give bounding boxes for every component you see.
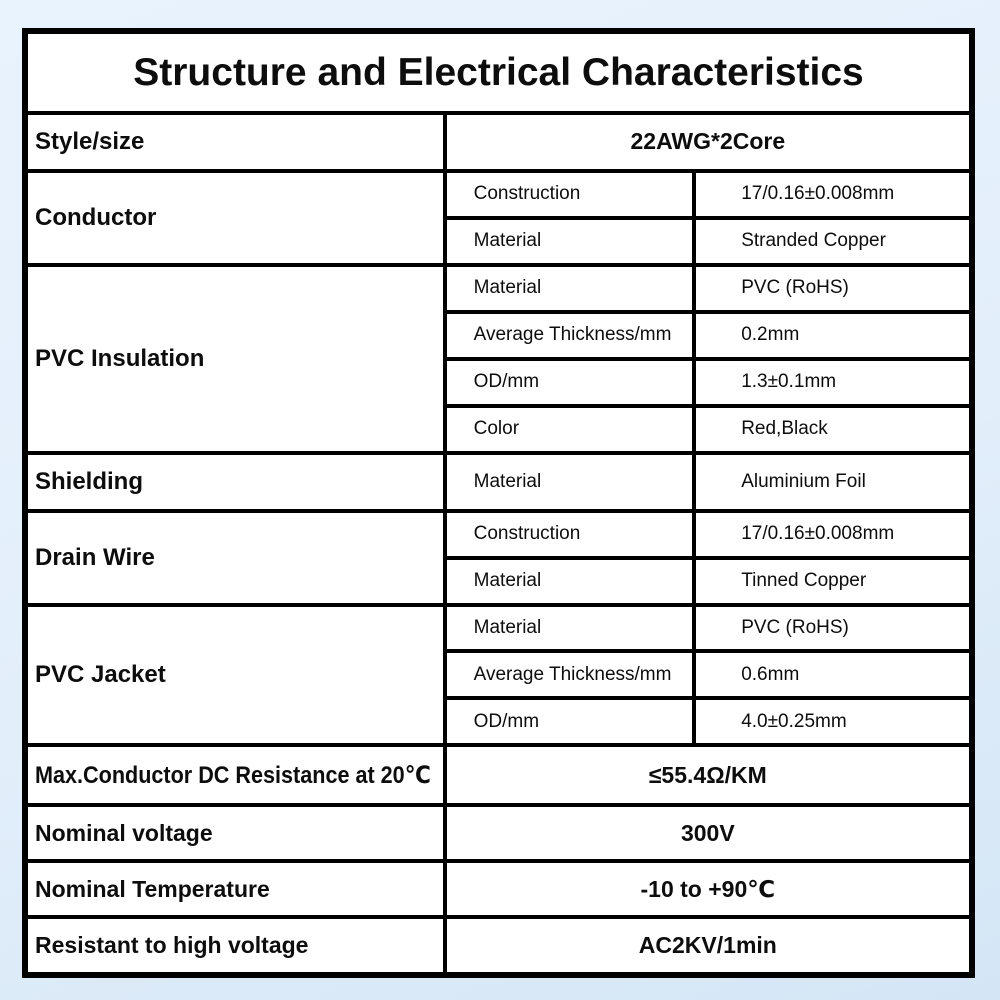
property-cell: Material xyxy=(445,218,695,265)
value-cell: Tinned Copper xyxy=(694,558,972,605)
property-cell: Construction xyxy=(445,511,695,558)
property-cell: Average Thickness/mm xyxy=(445,312,695,359)
dc-resistance-label-text: Max.Conductor DC Resistance at 20℃ xyxy=(35,761,431,789)
row-label-high-voltage: Resistant to high voltage xyxy=(25,917,445,975)
value-cell: Red,Black xyxy=(694,406,972,453)
value-style-size: 22AWG*2Core xyxy=(445,113,972,171)
row-label-nominal-temperature: Nominal Temperature xyxy=(25,861,445,917)
value-nominal-voltage: 300V xyxy=(445,805,972,861)
property-cell: Material xyxy=(445,265,695,312)
value-cell: PVC (RoHS) xyxy=(694,605,972,652)
value-cell: 0.2mm xyxy=(694,312,972,359)
property-cell: Material xyxy=(445,605,695,652)
section-label-shielding: Shielding xyxy=(25,453,445,511)
property-cell: Average Thickness/mm xyxy=(445,651,695,698)
section-label-pvc-insulation: PVC Insulation xyxy=(25,265,445,453)
section-label-drain-wire: Drain Wire xyxy=(25,511,445,605)
value-cell: 4.0±0.25mm xyxy=(694,698,972,745)
row-label-dc-resistance xyxy=(25,745,445,805)
row-label-nominal-voltage: Nominal voltage xyxy=(25,805,445,861)
property-cell: Material xyxy=(445,453,695,511)
row-label-style-size: Style/size xyxy=(25,113,445,171)
property-cell: Construction xyxy=(445,171,695,218)
section-label-pvc-jacket: PVC Jacket xyxy=(25,605,445,746)
value-dc-resistance: ≤55.4Ω/KM xyxy=(445,745,972,805)
value-cell: Stranded Copper xyxy=(694,218,972,265)
table-title: Structure and Electrical Characteristics xyxy=(25,31,972,113)
value-high-voltage: AC2KV/1min xyxy=(445,917,972,975)
property-cell: OD/mm xyxy=(445,359,695,406)
section-label-conductor: Conductor xyxy=(25,171,445,265)
value-nominal-temperature: -10 to +90℃ xyxy=(445,861,972,917)
property-cell: Material xyxy=(445,558,695,605)
spec-table xyxy=(22,28,975,978)
value-cell: Aluminium Foil xyxy=(694,453,972,511)
value-cell: 17/0.16±0.008mm xyxy=(694,511,972,558)
property-cell: Color xyxy=(445,406,695,453)
value-cell: PVC (RoHS) xyxy=(694,265,972,312)
property-cell: OD/mm xyxy=(445,698,695,745)
value-cell: 17/0.16±0.008mm xyxy=(694,171,972,218)
value-cell: 1.3±0.1mm xyxy=(694,359,972,406)
value-cell: 0.6mm xyxy=(694,651,972,698)
